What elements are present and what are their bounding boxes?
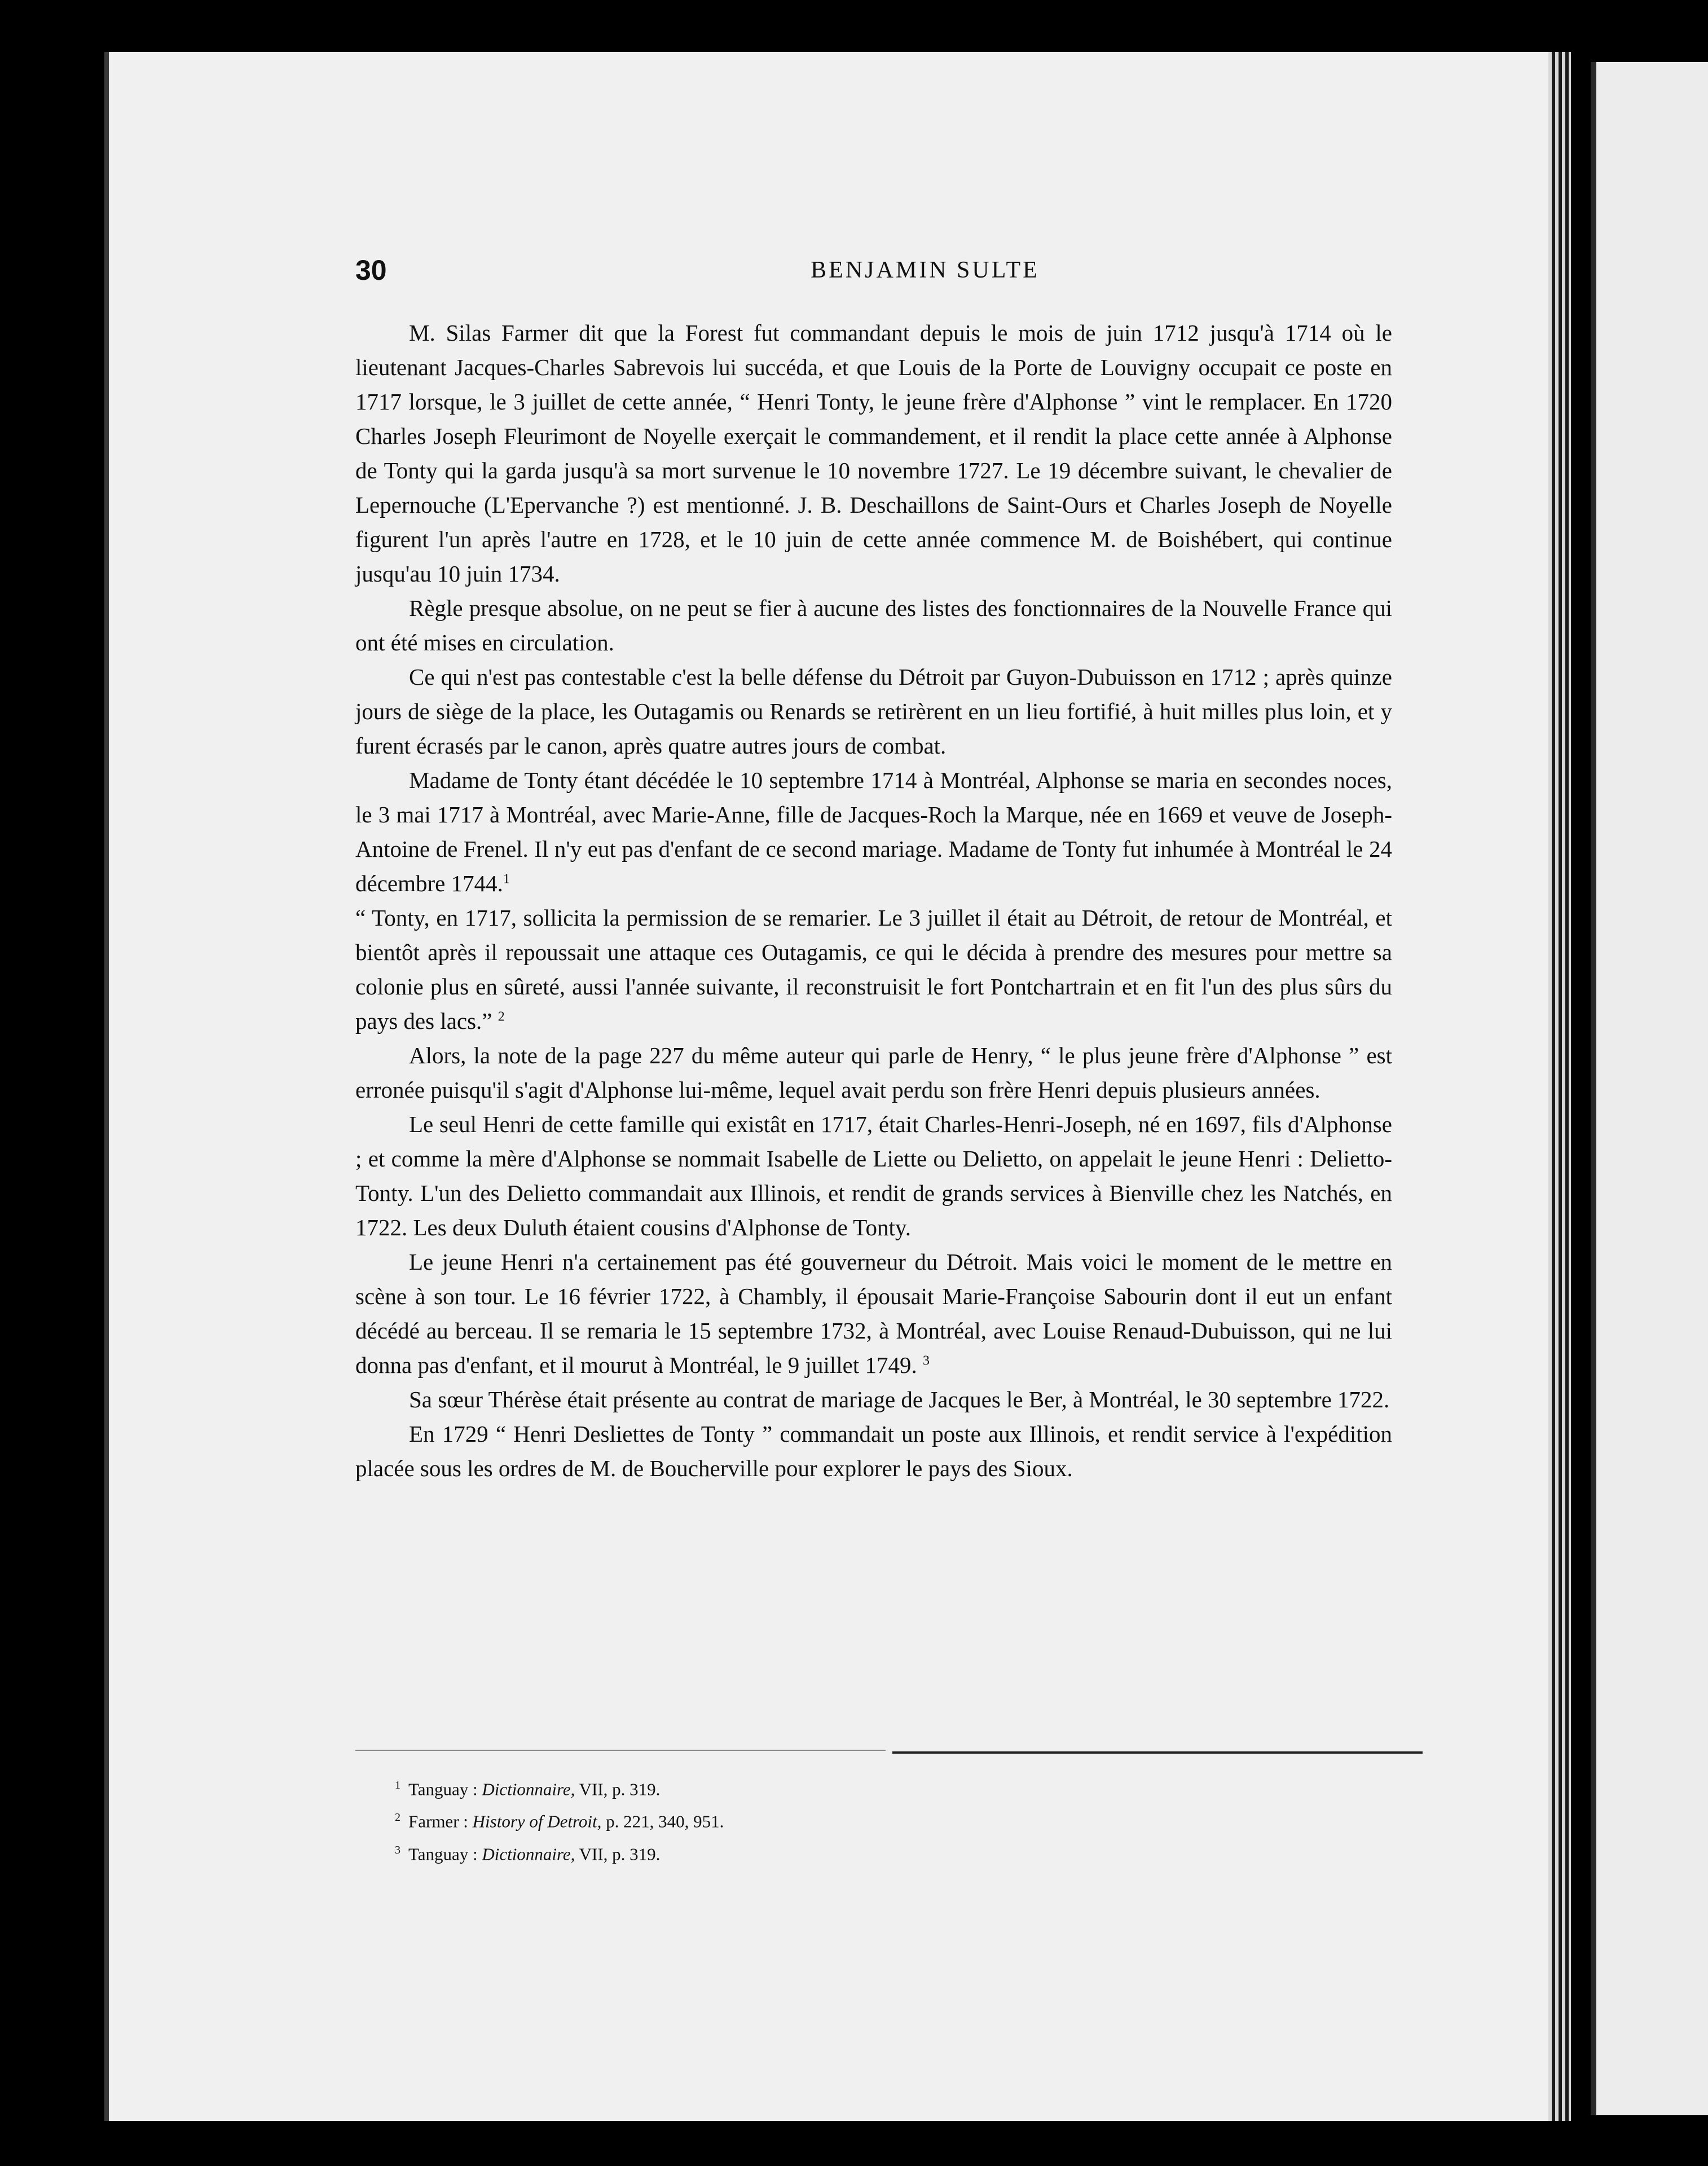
footnote-divider-left <box>355 1750 886 1751</box>
footnote-number: 3 <box>395 1843 400 1856</box>
footnote-title: History of Detroit, <box>472 1811 602 1832</box>
footnote-title: Dictionnaire, <box>482 1779 575 1799</box>
footnote-rest: p. 221, 340, 951. <box>606 1811 724 1832</box>
footnote-divider-right <box>892 1751 1423 1754</box>
page-number: 30 <box>355 254 387 286</box>
footnote-number: 1 <box>395 1779 400 1791</box>
footnote-rest: VII, p. 319. <box>579 1843 661 1864</box>
paragraph: “ Tonty, en 1717, sollicita la permission de se remarier. Le 3 juillet il était au Détroit, de retour de Montréal, et bientôt après il repoussait une attaque ces Outagamis, ce qui le décida à prendre des mesures pour mettre sa colonie plus en sûreté, aussi l'année suivante, il reconstruisit le fort Pontchartrain et en fit l'un des plus sûrs du pays des lacs.” $^2$ <box>355 905 1392 1034</box>
footnote <box>395 1771 1410 1803</box>
paragraph: Alors, la note de la page 227 du même auteur qui parle de Henry, “ le plus jeune frère d'Alphonse ” est erronée puisqu'il s'agit d'Alphonse lui-même, lequel avait perdu son frère Henri depuis plusieurs années. <box>355 1042 1392 1103</box>
footnote-ref[interactable]: 2 <box>498 1009 505 1024</box>
paragraph: Madame de Tonty étant décédée le 10 septembre 1714 à Montréal, Alphonse se maria en secondes noces, le 3 mai 1717 à Montréal, avec Marie-Anne, fille de Jacques-Roch la Marque, née en 1669 et veuve de Joseph-Antoine de Frenel. Il n'y eut pas d'enfant de ce second mariage. Madame de Tonty fut inhumée à Montréal le 24 décembre 1744.$^1$ <box>355 767 1392 896</box>
paragraph: Ce qui n'est pas contestable c'est la belle défense du Détroit par Guyon-Dubuisson en 1712 ; après quinze jours de siège de la place, les Outagamis ou Renards se retirèrent en un lieu fortifié, à huit milles plus loin, et y furent écrasés par le canon, après quatre autres jours de combat. <box>355 664 1392 759</box>
running-head: BENJAMIN SULTE <box>811 257 1040 283</box>
paragraph: Sa sœur Thérèse était présente au contrat de mariage de Jacques le Ber, à Montréal, le 30 septembre 1722. <box>409 1386 1390 1412</box>
paragraph: Règle presque absolue, on ne peut se fier à aucune des listes des fonctionnaires de la Nouvelle France qui ont été mises en circulation. <box>355 595 1392 655</box>
footnote <box>395 1836 1410 1868</box>
footnote-rest: VII, p. 319. <box>579 1779 661 1799</box>
footnotes <box>395 1771 1410 1868</box>
footnote-author: Tanguay : <box>408 1779 478 1799</box>
paragraph: Le seul Henri de cette famille qui existât en 1717, était Charles-Henri-Joseph, né en 1697, fils d'Alphonse ; et comme la mère d'Alphonse se nommait Isabelle de Liette ou Delietto, on appelait le jeune Henri : Delietto-Tonty. L'un des Delietto commandait aux Illinois, et rendit de grands services à Bienville chez les Natchés, en 1722. Les deux Duluth étaient cousins d'Alphonse de Tonty. <box>355 1111 1392 1240</box>
footnote-author: Farmer : <box>408 1811 468 1832</box>
paragraph: M. Silas Farmer dit que la Forest fut commandant depuis le mois de juin 1712 jusqu'à 1714 où le lieutenant Jacques-Charles Sabrevois lui succéda, et que Louis de la Porte de Louvigny occupait ce poste en 1717 lorsque, le 3 juillet de cette année, “ Henri Tonty, le jeune frère d'Alphonse ” vint le remplacer. En 1720 Charles Joseph Fleurimont de Noyelle exerçait le commandement, et il rendit la place cette année à Alphonse de Tonty qui la garda jusqu'à sa mort survenue le 10 novembre 1727. Le 19 décembre suivant, le chevalier de Lepernouche (L'Epervanche ?) est mentionné. J. B. Deschaillons de Saint-Ours et Charles Joseph de Noyelle figurent l'un après l'autre en 1728, et le 10 juin de cette année commence M. de Boishébert, qui continue jusqu'au 10 juin 1734. <box>355 320 1392 587</box>
footnote <box>395 1803 1410 1835</box>
adjacent-page <box>1591 62 1708 2115</box>
footnote-ref[interactable]: 3 <box>922 1353 930 1368</box>
footnote-title: Dictionnaire, <box>482 1843 575 1864</box>
paragraph: Le jeune Henri n'a certainement pas été gouverneur du Détroit. Mais voici le moment de le mettre en scène à son tour. Le 16 février 1722, à Chambly, il épousait Marie-Françoise Sabourin dont il eut un enfant décédé au berceau. Il se remaria le 15 septembre 1732, à Montréal, avec Louise Renaud-Dubuisson, qui ne lui donna pas d'enfant, et il mourut à Montréal, le 9 juillet 1749. $^3$ <box>355 1249 1392 1378</box>
page-header <box>355 254 1495 293</box>
page-edge <box>1548 52 1571 2121</box>
footnote-ref[interactable]: 1 <box>503 871 510 887</box>
footnote-number: 2 <box>395 1811 400 1824</box>
paragraph: En 1729 “ Henri Desliettes de Tonty ” commandait un poste aux Illinois, et rendit service à l'expédition placée sous les ordres de M. de Boucherville pour explorer le pays des Sioux. <box>355 1421 1392 1481</box>
footnote-author: Tanguay : <box>408 1843 478 1864</box>
body-text <box>355 316 1392 1486</box>
